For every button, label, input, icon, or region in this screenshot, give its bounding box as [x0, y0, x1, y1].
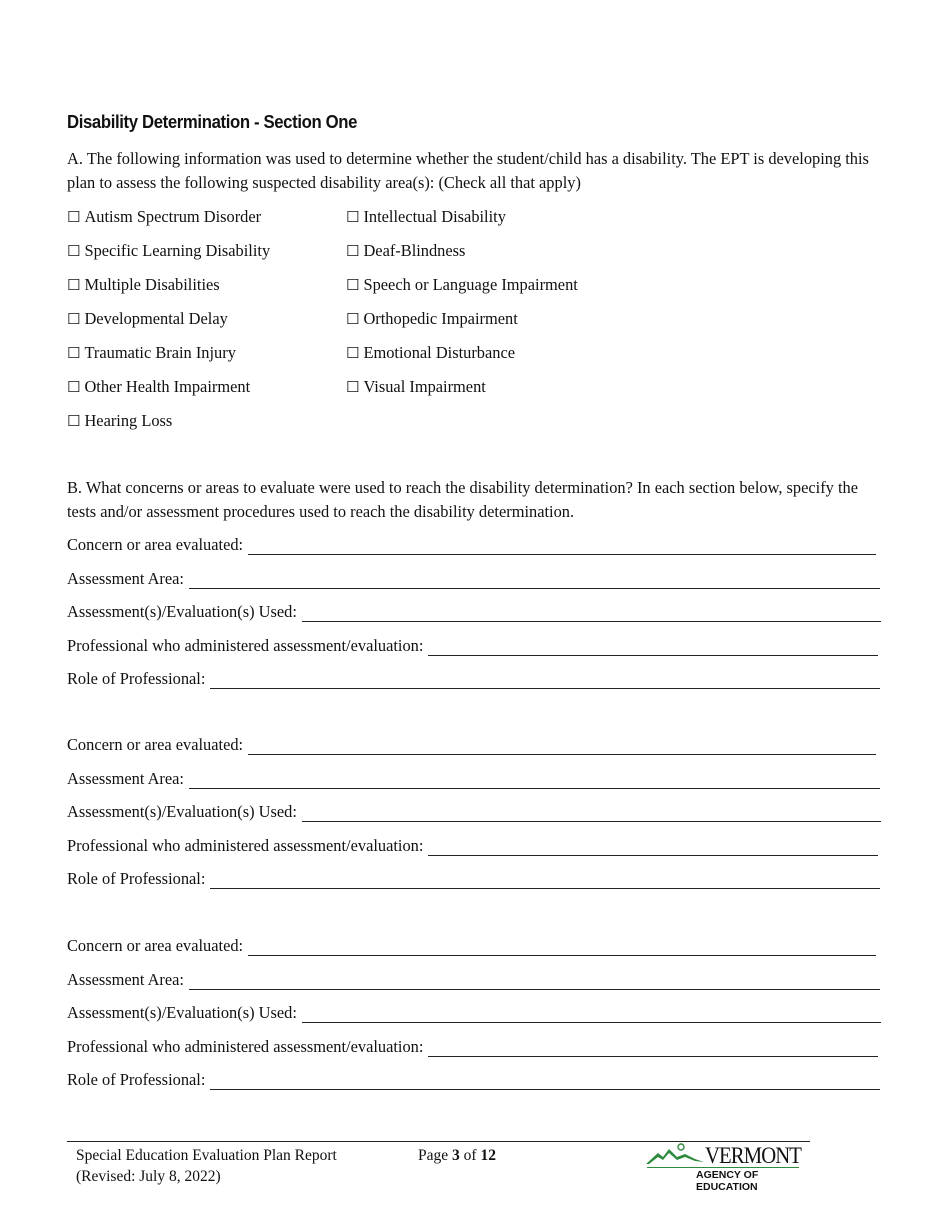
- checkbox-icon[interactable]: ☐: [67, 276, 81, 294]
- assessments-used-label: Assessment(s)/Evaluation(s) Used:: [67, 602, 297, 621]
- logo-underline: [647, 1167, 799, 1168]
- checkbox-icon[interactable]: ☐: [67, 242, 81, 260]
- concern-field[interactable]: [67, 934, 876, 956]
- concern-field[interactable]: [67, 533, 876, 555]
- assessments-used-input-line[interactable]: [302, 1008, 881, 1023]
- professional-label: Professional who administered assessment/evaluation:: [67, 836, 424, 855]
- professional-field[interactable]: [67, 834, 878, 856]
- assessment-area-field[interactable]: [67, 968, 880, 990]
- checkbox-icon[interactable]: ☐: [67, 378, 81, 396]
- checkbox-intellectual[interactable]: [346, 207, 506, 227]
- concern-label: Concern or area evaluated:: [67, 735, 244, 754]
- assessments-used-field[interactable]: [67, 600, 881, 622]
- checkbox-icon[interactable]: ☐: [346, 344, 360, 362]
- checkbox-autism[interactable]: [67, 207, 261, 227]
- concern-input-line[interactable]: [248, 540, 876, 555]
- role-label: Role of Professional:: [67, 1070, 206, 1089]
- role-label: Role of Professional:: [67, 669, 206, 688]
- professional-field[interactable]: [67, 634, 878, 656]
- checkbox-emotional-disturbance[interactable]: [346, 343, 515, 363]
- assessment-area-input-line[interactable]: [189, 975, 880, 990]
- checkbox-developmental-delay[interactable]: [67, 309, 228, 329]
- concern-label: Concern or area evaluated:: [67, 936, 244, 955]
- assessment-area-field[interactable]: [67, 767, 880, 789]
- checkbox-label: Other Health Impairment: [84, 377, 251, 396]
- checkbox-hearing-loss[interactable]: [67, 411, 172, 431]
- checkbox-label: Visual Impairment: [363, 377, 486, 396]
- mountain-logo-icon: [645, 1143, 705, 1169]
- checkbox-icon[interactable]: ☐: [67, 208, 81, 226]
- assessment-area-label: Assessment Area:: [67, 769, 184, 788]
- part-b-instructions: B. What concerns or areas to evaluate were used to reach the disability determination? In each section below, specify the tests and/or assessment procedures used to reach the disability determination.: [67, 478, 858, 521]
- assessments-used-field[interactable]: [67, 1001, 881, 1023]
- checkbox-label: Orthopedic Impairment: [363, 309, 518, 328]
- professional-input-line[interactable]: [428, 1042, 878, 1057]
- assessments-used-field[interactable]: [67, 800, 881, 822]
- checkbox-speech-language[interactable]: [346, 275, 578, 295]
- concern-label: Concern or area evaluated:: [67, 535, 244, 554]
- role-input-line[interactable]: [210, 674, 880, 689]
- role-field[interactable]: [67, 867, 880, 889]
- section-heading: Disability Determination - Section One: [67, 112, 358, 132]
- footer-doc-title: Special Education Evaluation Plan Report: [76, 1147, 337, 1164]
- assessment-area-input-line[interactable]: [189, 774, 880, 789]
- checkbox-icon[interactable]: ☐: [346, 242, 360, 260]
- checkbox-icon[interactable]: ☐: [346, 378, 360, 396]
- checkbox-visual-impairment[interactable]: [346, 377, 486, 397]
- footer-revised-date: (Revised: July 8, 2022): [76, 1168, 221, 1185]
- concern-field[interactable]: [67, 733, 876, 755]
- page-current: 3: [452, 1147, 460, 1164]
- role-field[interactable]: [67, 1068, 880, 1090]
- page-total: 12: [480, 1147, 496, 1164]
- checkbox-label: Autism Spectrum Disorder: [84, 207, 262, 226]
- role-input-line[interactable]: [210, 874, 880, 889]
- checkbox-label: Traumatic Brain Injury: [84, 343, 236, 362]
- role-field[interactable]: [67, 667, 880, 689]
- checkbox-icon[interactable]: ☐: [67, 310, 81, 328]
- checkbox-label: Speech or Language Impairment: [363, 275, 578, 294]
- page-of: of: [463, 1147, 477, 1164]
- assessment-area-field[interactable]: [67, 567, 880, 589]
- checkbox-specific-learning[interactable]: [67, 241, 270, 261]
- page-word: Page: [418, 1147, 449, 1164]
- part-a-instructions: A. The following information was used to determine whether the student/child has a disability. The EPT is developing this plan to assess the following suspected disability area(s): (Check all that apply): [67, 149, 869, 192]
- role-label: Role of Professional:: [67, 869, 206, 888]
- assessments-used-label: Assessment(s)/Evaluation(s) Used:: [67, 802, 297, 821]
- assessments-used-input-line[interactable]: [302, 807, 881, 822]
- checkbox-label: Deaf-Blindness: [363, 241, 466, 260]
- assessment-area-input-line[interactable]: [189, 574, 880, 589]
- assessments-used-input-line[interactable]: [302, 607, 881, 622]
- assessments-used-label: Assessment(s)/Evaluation(s) Used:: [67, 1003, 297, 1022]
- professional-input-line[interactable]: [428, 641, 878, 656]
- checkbox-label: Developmental Delay: [84, 309, 228, 328]
- checkbox-label: Multiple Disabilities: [84, 275, 220, 294]
- checkbox-icon[interactable]: ☐: [67, 344, 81, 362]
- checkbox-deaf-blindness[interactable]: [346, 241, 465, 261]
- sun-shape: [678, 1144, 684, 1150]
- footer-page-number: [418, 1145, 496, 1167]
- checkbox-traumatic-brain-injury[interactable]: [67, 343, 236, 363]
- professional-input-line[interactable]: [428, 841, 878, 856]
- footer-divider: [67, 1141, 810, 1142]
- checkbox-multiple[interactable]: [67, 275, 220, 295]
- checkbox-label: Specific Learning Disability: [84, 241, 271, 260]
- checkbox-icon[interactable]: ☐: [346, 276, 360, 294]
- logo-subtitle: AGENCY OF EDUCATION: [696, 1169, 759, 1193]
- professional-label: Professional who administered assessment/evaluation:: [67, 636, 424, 655]
- assessment-area-label: Assessment Area:: [67, 970, 184, 989]
- checkbox-other-health[interactable]: [67, 377, 250, 397]
- checkbox-icon[interactable]: ☐: [67, 412, 81, 430]
- professional-label: Professional who administered assessment/evaluation:: [67, 1037, 424, 1056]
- mountain-shape: [646, 1149, 704, 1164]
- role-input-line[interactable]: [210, 1075, 880, 1090]
- checkbox-icon[interactable]: ☐: [346, 208, 360, 226]
- logo-wordmark: VERMONT: [705, 1143, 802, 1168]
- checkbox-label: Emotional Disturbance: [363, 343, 516, 362]
- checkbox-orthopedic[interactable]: [346, 309, 518, 329]
- concern-input-line[interactable]: [248, 941, 876, 956]
- concern-input-line[interactable]: [248, 740, 876, 755]
- professional-field[interactable]: [67, 1035, 878, 1057]
- assessment-area-label: Assessment Area:: [67, 569, 184, 588]
- checkbox-label: Hearing Loss: [84, 411, 173, 430]
- checkbox-icon[interactable]: ☐: [346, 310, 360, 328]
- checkbox-label: Intellectual Disability: [363, 207, 506, 226]
- vermont-agency-logo: [645, 1143, 805, 1193]
